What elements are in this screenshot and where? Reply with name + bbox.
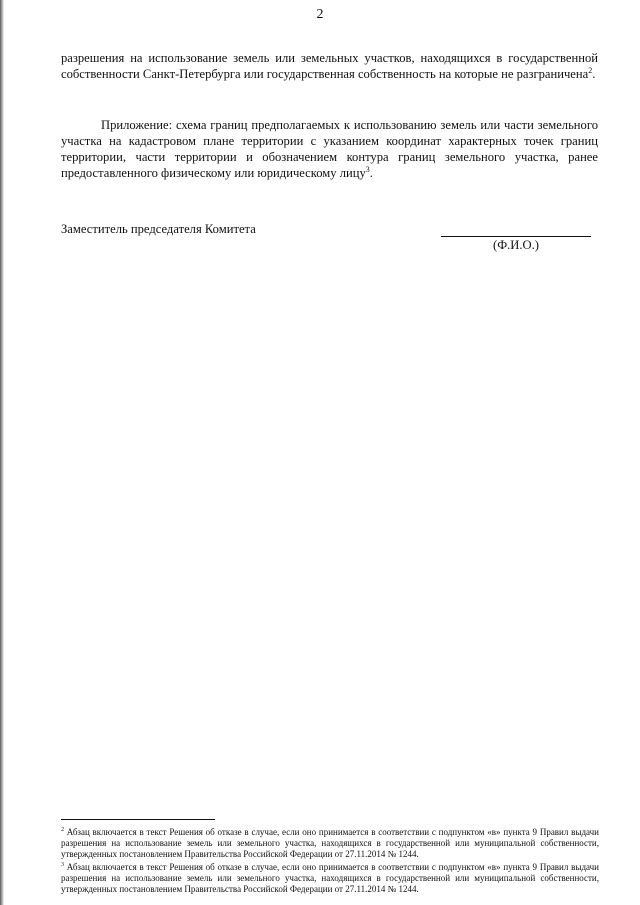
footnote-text: Абзац включается в текст Решения об отказе в случае, если оно принимается в соответствии с подпунктом «в» пункта 9 Правил выдачи разрешения на использование земель или земельного участка, находящихся в государственной или муниципальной собственности, утвержденных постановлением Правительства Российской Федерации от 27.11.2014 № 1244. [61,827,599,860]
paragraph-end: . [369,166,373,180]
footnote-text: Абзац включается в текст Решения об отказе в случае, если оно принимается в соответствии с подпунктом «в» пункта 9 Правил выдачи разрешения на использование земель или земельного участка, находящихся в государственной или муниципальной собственности, утвержденных постановлением Правительства Российской Федерации от 27.11.2014 № 1244. [61,861,599,895]
paragraph-text: Приложение: схема границ предполагаемых к использованию земель или части земельного участка на кадастровом плане территории с указанием координат характерных точек границ территории, части территории и обозначением контура границ земельного участка, ранее предоставленного физическому или юридическому лицу [61,118,598,180]
signatory-title: Заместитель председателя Комитета [61,222,256,236]
footnote-ref-3[interactable]: 3 [365,164,370,174]
name-caption: (Ф.И.О.) [493,238,539,252]
footnote-ref-2[interactable]: 2 [588,65,593,75]
body-paragraph-continuation [61,50,598,82]
footnotes-section [61,827,599,896]
scan-edge [0,0,4,905]
footnote-3 [61,862,599,896]
signature-line [441,236,591,237]
footnote-marker: 2 [61,827,64,833]
attachment-paragraph [61,117,598,181]
paragraph-end: . [592,67,596,81]
page-number: 2 [316,7,324,22]
footnote-marker: 3 [61,861,64,868]
footnote-separator [61,819,215,820]
footnote-2 [61,827,599,861]
paragraph-text: разрешения на использование земель или земельных участков, находящихся в государственной собственности Санкт-Петербурга или государственная собственность на которые не разграничена [61,51,598,81]
